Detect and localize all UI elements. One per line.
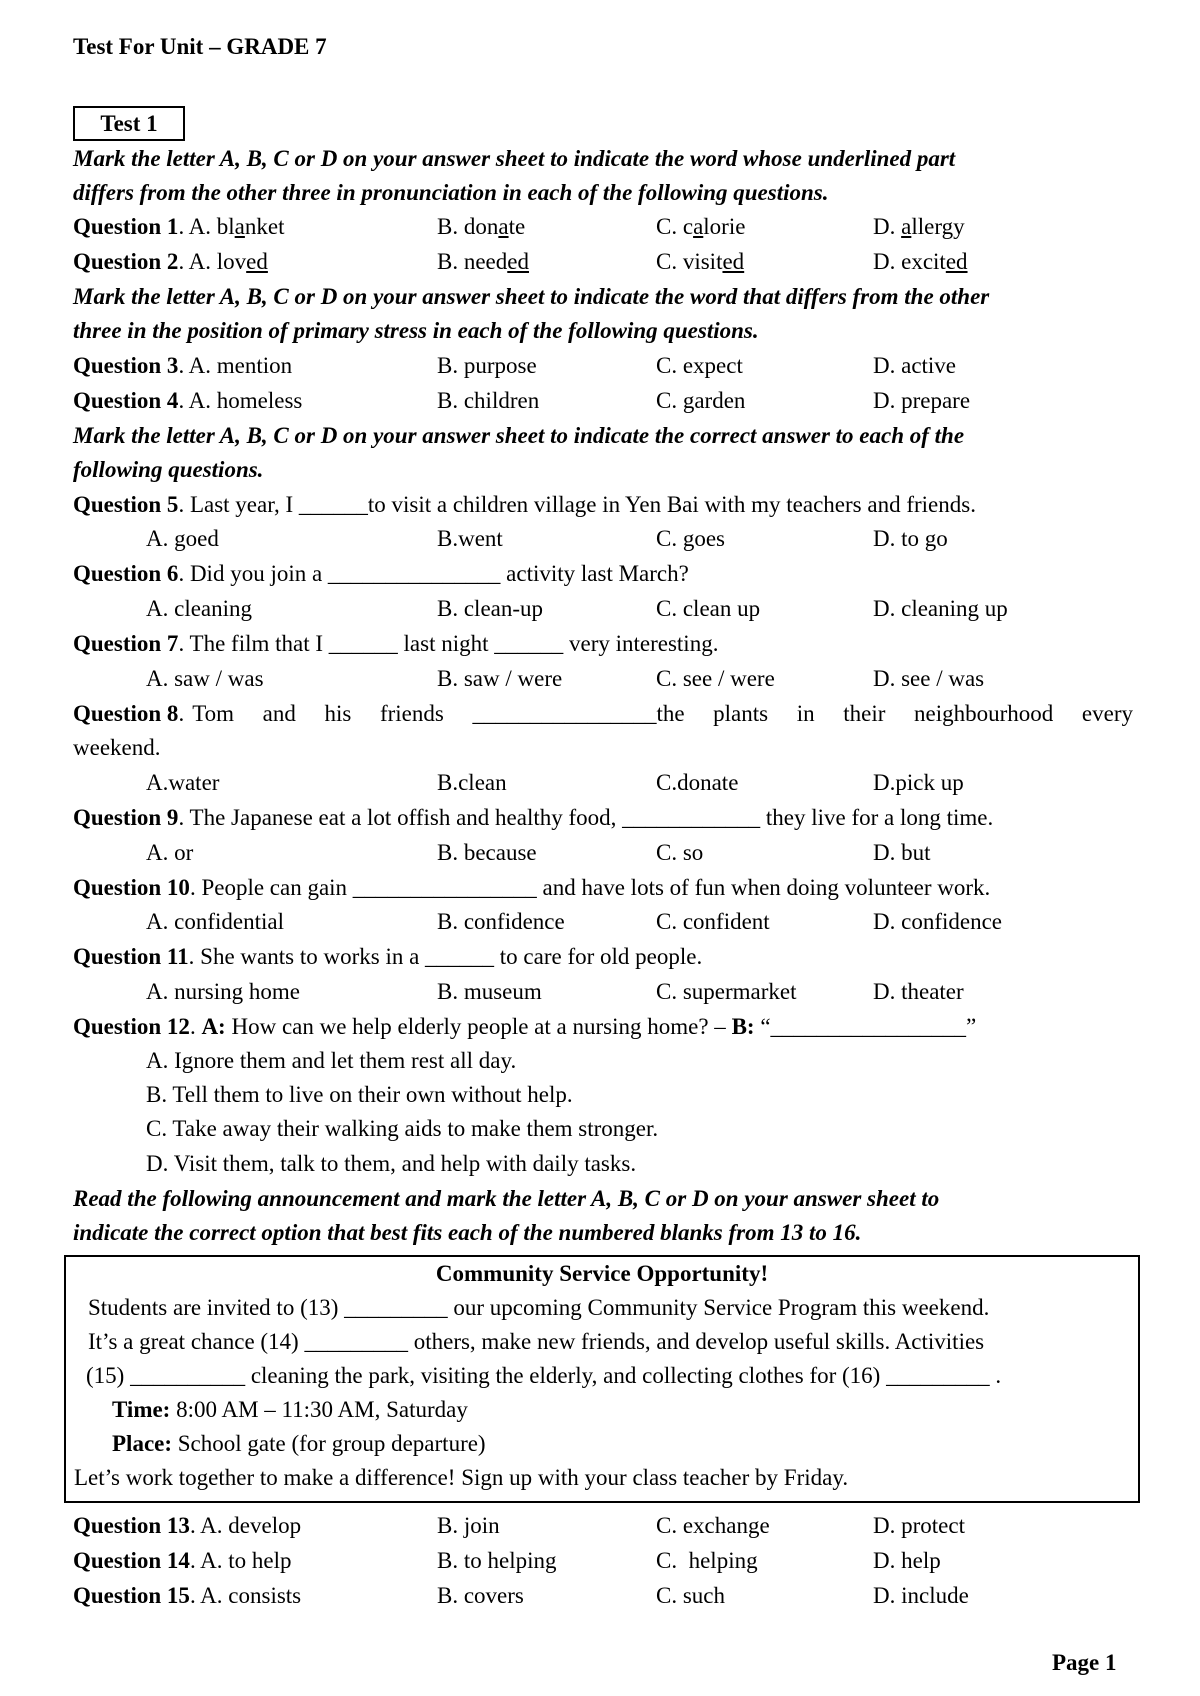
- announcement-time: Time: 8:00 AM – 11:30 AM, Saturday: [112, 1397, 468, 1422]
- instruction-stress-1: Mark the letter A, B, C or D on your answer sheet to indicate the word that differs from the other: [73, 284, 990, 309]
- question-12-option-c: C. Take away their walking aids to make them stronger.: [146, 1116, 659, 1141]
- option-c: C. visited: [656, 249, 745, 274]
- question-8: Question 8. Tom and his friends ________________the plants in their neighbourhood every: [73, 701, 1133, 726]
- option-b: B. needed: [437, 249, 529, 274]
- announcement-closing: Let’s work together to make a difference! Sign up with your class teacher by Friday.: [74, 1465, 849, 1490]
- announcement-place: Place: School gate (for group departure): [112, 1431, 486, 1456]
- instruction-reading-1: Read the following announcement and mark the letter A, B, C or D on your answer sheet to: [73, 1186, 940, 1211]
- option-d: D. excited: [873, 249, 968, 274]
- option-d: D. active: [873, 353, 957, 378]
- option-b: B. purpose: [437, 353, 537, 378]
- worksheet-page: Test For Unit – GRADE 7 Test 1 Mark the letter A, B, C or D on your answer sheet to indicate the word whose underlined part differs from the other three in pronunciation in each of the following questions. Question 1. A. blanket B. donate C. calorie D. allergy Question 2. A. loved B. needed C. visited D. excited Mark the letter A, B, C or D on your answer sheet to indicate the word that differs from the other three in the position of primary stress in each of the following questions. Question 3. A. mention B. purpose C. expect D. active Question 4. A. homeless B. children C. garden D. prepare Mark the letter A, B, C or D on your answer sheet to indicate the correct answer to each of the following questions. Question 5. Last year, I ______to visit a children village in Yen Bai with my teachers and friends. A. goed B.went C. goes D. to go Question 6. Did you join a _______________ activity last March? A. cleaning B. clean-up C. clean up D. cleaning up Question 7. The film that I ______ last night ______ very interesting. A. saw / was B. saw / were C. see / were D. see / was Question 8. Tom and his friends ________________the plants in their neighbourhood every weekend. A.water B.clean C.donate D.pick up Question 9. The Japanese eat a lot offish and healthy food, ____________ they live for a long time. A. or B. because C. so D. but Question 10. People can gain ________________ and have lots of fun when doing volunteer work. A. confidential B. confidence C. confident D. confidence Question 11. She wants to works in a ______ to care for old people. A. nursing home B. museum C. supermarket D. theater Question 12. A: How can we help elderly people at a nursing home? – B: “_________________” A. Ignore them and let them rest all day. B. Tell them to live on their own without help. C. Take away their walking aids to make them stronger. D. Visit them, talk to them, and help with daily tasks. Read the following announcement and mark the letter A, B, C or D on your answer sheet to indicate the correct option that best fits each of the numbered blanks from 13 to 16. Community Service Opportunity! Students are invited to (13) _________ our upcoming Community Service Program this weekend. It’s a great chance (14) _________ others, make new friends, and develop useful skills. Activities (15) __________ cleaning the park, visiting the elderly, and collecting clothes for (16) _________ . Time: 8:00 AM – 11:30 AM, Saturday Place: School gate (for group departure) Let’s work together to make a difference! Sign up with your class teacher by Friday. Question 13. A. develop B. join C. exchange D. protect Question 14. A. to help B. to helping C. helping D. help Question 15. A. consists B. covers C. such D. include Page 1: [0, 0, 1200, 1696]
- question-12-option-d: D. Visit them, talk to them, and help with daily tasks.: [146, 1151, 637, 1176]
- instruction-correct-1: Mark the letter A, B, C or D on your answer sheet to indicate the correct answer to each of the: [73, 423, 965, 448]
- question-1: Question 1. A. blanket B. donate C. calorie D. allergy: [73, 210, 285, 244]
- announcement-line-2: It’s a great chance (14) _________ others, make new friends, and develop useful skills. Activities: [88, 1329, 985, 1354]
- instruction-correct-2: following questions.: [73, 457, 264, 482]
- page-number: Page 1: [1052, 1650, 1117, 1675]
- instruction-stress-2: three in the position of primary stress in each of the following questions.: [73, 318, 759, 343]
- instruction-pronunciation-1: Mark the letter A, B, C or D on your answer sheet to indicate the word whose underlined part: [73, 146, 956, 171]
- option-d: D. prepare: [873, 388, 971, 413]
- question-13: Question 13. A. develop B. join C. exchange D. protect: [73, 1513, 965, 1538]
- question-2: Question 2. A. loved B. needed C. visited D. excited: [73, 245, 268, 279]
- question-11: Question 11. She wants to works in a ______ to care for old people.: [73, 944, 703, 969]
- option-c: C. expect: [656, 353, 743, 378]
- option-b: B. donate: [437, 214, 526, 239]
- question-3: Question 3. A. mention B. purpose C. expect D. active: [73, 349, 292, 383]
- question-4: Question 4. A. homeless B. children C. garden D. prepare: [73, 384, 302, 418]
- question-12-option-a: A. Ignore them and let them rest all day.: [146, 1048, 517, 1073]
- option-c: C. calorie: [656, 214, 746, 239]
- document-title: Test For Unit – GRADE 7: [73, 34, 327, 59]
- option-d: D. allergy: [873, 214, 965, 239]
- question-5: Question 5. Last year, I ______to visit a children village in Yen Bai with my teachers and friends.: [73, 492, 976, 517]
- question-label: Question 1: [73, 214, 179, 239]
- question-14: Question 14. A. to help B. to helping C. helping D. help: [73, 1548, 941, 1573]
- question-8-continued: weekend.: [73, 735, 161, 760]
- announcement-title: Community Service Opportunity!: [435, 1261, 769, 1286]
- question-12-option-b: B. Tell them to live on their own without help.: [146, 1082, 573, 1107]
- test-label: Test 1: [73, 106, 185, 141]
- question-6: Question 6. Did you join a _______________ activity last March?: [73, 561, 689, 586]
- option-c: C. garden: [656, 388, 746, 413]
- question-9: Question 9. The Japanese eat a lot offish and healthy food, ____________ they live for a long time.: [73, 805, 994, 830]
- instruction-pronunciation-2: differs from the other three in pronunciation in each of the following questions.: [73, 180, 829, 205]
- instruction-reading-2: indicate the correct option that best fits each of the numbered blanks from 13 to 16.: [73, 1220, 862, 1245]
- option-b: B. children: [437, 388, 540, 413]
- announcement-box: [64, 1255, 1140, 1503]
- question-7: Question 7. The film that I ______ last night ______ very interesting.: [73, 631, 719, 656]
- question-12: Question 12. A: How can we help elderly people at a nursing home? – B: “_________________”: [73, 1014, 977, 1039]
- announcement-line-3: (15) __________ cleaning the park, visiting the elderly, and collecting clothes for (16) _________ .: [86, 1363, 1002, 1388]
- announcement-line-1: Students are invited to (13) _________ our upcoming Community Service Program this weekend.: [88, 1295, 990, 1320]
- question-10: Question 10. People can gain ________________ and have lots of fun when doing volunteer work.: [73, 875, 991, 900]
- question-15: Question 15. A. consists B. covers C. such D. include: [73, 1583, 969, 1608]
